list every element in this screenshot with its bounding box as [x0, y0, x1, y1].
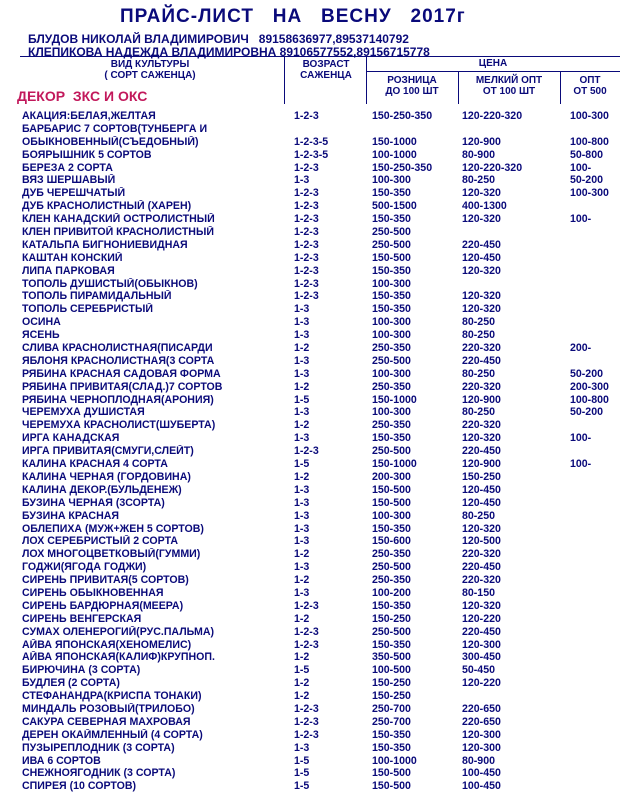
price-wholesale: 100-: [570, 213, 592, 226]
plant-age: 1-3: [294, 406, 310, 419]
plant-name: БАРБАРИС 7 СОРТОВ(ТУНБЕРГА И: [22, 122, 208, 135]
price-retail: 150-350: [372, 432, 411, 445]
price-small-wholesale: 120-320: [462, 432, 501, 445]
table-row: [22, 406, 622, 419]
price-retail: 100-300: [372, 277, 411, 290]
plant-age: 1-2: [294, 574, 310, 587]
price-small-wholesale: 120-900: [462, 135, 501, 148]
page-title: ПРАЙС-ЛИСТ НА ВЕСНУ 2017г: [120, 6, 466, 27]
price-small-wholesale: 120-450: [462, 251, 501, 264]
price-retail: 250-700: [372, 702, 411, 715]
table-row: [22, 265, 622, 278]
price-small-wholesale: 120-500: [462, 535, 501, 548]
plant-age: 1-2-3: [294, 625, 319, 638]
plant-age: 1-2: [294, 419, 310, 432]
table-row: [22, 677, 622, 690]
plant-age: 1-3: [294, 496, 310, 509]
table-row: [22, 432, 622, 445]
price-small-wholesale: 80-900: [462, 754, 495, 767]
price-small-wholesale: 220-320: [462, 380, 501, 393]
plant-name: ПУЗЫРЕПЛОДНИК (3 СОРТА): [22, 741, 175, 754]
table-row: [22, 548, 622, 561]
price-wholesale: 200-: [570, 342, 592, 355]
table-row: [22, 574, 622, 587]
contact-line-2: КЛЕПИКОВА НАДЕЖДА ВЛАДИМИРОВНА 89106577552,89156715778: [28, 45, 430, 59]
table-row: [22, 290, 622, 303]
price-small-wholesale: 120-220-320: [462, 161, 523, 174]
plant-age: 1-3: [294, 367, 310, 380]
price-small-wholesale: 120-220-320: [462, 110, 523, 122]
table-row: [22, 278, 622, 291]
price-wholesale: 50-800: [570, 148, 603, 161]
price-retail: 150-250: [372, 612, 411, 625]
plant-name: КАЛИНА ДЕКОР.(БУЛЬДЕНЕЖ): [22, 483, 182, 496]
plant-age: 1-2-3: [294, 110, 319, 122]
plant-age: 1-2-3: [294, 277, 319, 290]
plant-name: БУЗИНА ЧЕРНАЯ (3СОРТА): [22, 496, 165, 509]
price-retail: 250-500: [372, 625, 411, 638]
price-retail: 100-300: [372, 316, 411, 329]
plant-age: 1-2-3: [294, 715, 319, 728]
plant-name: СТЕФАНАНДРА(КРИСПА ТОНАКИ): [22, 690, 202, 703]
small-wholesale-header: МЕЛКИЙ ОПТ ОТ 100 ШТ: [475, 75, 543, 97]
price-small-wholesale: 120-320: [462, 187, 501, 200]
price-retail: 100-300: [372, 509, 411, 522]
table-row: [22, 136, 622, 149]
plant-name: МИНДАЛЬ РОЗОВЫЙ(ТРИЛОБО): [22, 702, 195, 715]
plant-name: БОЯРЫШНИК 5 СОРТОВ: [22, 148, 152, 161]
price-retail: 150-350: [372, 290, 411, 303]
plant-name: КЛЕН КАНАДСКИЙ ОСТРОЛИСТНЫЙ: [22, 213, 215, 226]
plant-age: 1-3: [294, 354, 310, 367]
price-small-wholesale: 220-450: [462, 625, 501, 638]
price-wholesale: 100-: [570, 432, 592, 445]
price-retail: 150-350: [372, 638, 411, 651]
plant-name: ДУБ ЧЕРЕШЧАТЫЙ: [22, 187, 126, 200]
price-retail: 150-500: [372, 780, 411, 793]
plant-age: 1-2: [294, 651, 310, 664]
plant-age: 1-2-3: [294, 264, 319, 277]
plant-age: 1-5: [294, 780, 310, 793]
plant-name: СЛИВА КРАСНОЛИСТНАЯ(ПИСАРДИ: [22, 342, 213, 355]
table-row: [22, 600, 622, 613]
plant-name: ДЕРЕН ОКАЙМЛЕННЫЙ (4 СОРТА): [22, 728, 203, 741]
price-retail: 100-300: [372, 406, 411, 419]
plant-name: ТОПОЛЬ СЕРЕБРИСТЫЙ: [22, 303, 154, 316]
table-row: [22, 651, 622, 664]
plant-name: РЯБИНА ЧЕРНОПЛОДНАЯ(АРОНИЯ): [22, 393, 214, 406]
plant-name: ОБЫКНОВЕННЫЙ(СЪЕДОБНЫЙ): [22, 135, 199, 148]
plant-name: ОБЛЕПИХА (МУЖ+ЖЕН 5 СОРТОВ): [22, 522, 204, 535]
plant-name: ДУБ КРАСНОЛИСТНЫЙ (ХАРЕН): [22, 200, 192, 213]
table-row: [22, 187, 622, 200]
price-retail: 150-350: [372, 264, 411, 277]
price-retail: 350-500: [372, 651, 411, 664]
plant-age: 1-2-3: [294, 213, 319, 226]
price-retail: 250-500: [372, 354, 411, 367]
plant-age: 1-2-3: [294, 238, 319, 251]
plant-name: ВЯЗ ШЕРШАВЫЙ: [22, 174, 116, 187]
table-row: [22, 510, 622, 523]
table-row: [22, 523, 622, 536]
price-retail: 150-350: [372, 213, 411, 226]
price-retail: 250-350: [372, 342, 411, 355]
plant-name: ЛОХ СЕРЕБРИСТЫЙ 2 СОРТА: [22, 535, 179, 548]
price-retail: 150-500: [372, 483, 411, 496]
price-small-wholesale: 220-320: [462, 548, 501, 561]
price-wholesale: 100-: [570, 161, 592, 174]
price-wholesale: 100-800: [570, 393, 609, 406]
price-small-wholesale: 120-320: [462, 264, 501, 277]
plant-age: 1-5: [294, 664, 310, 677]
price-small-wholesale: 120-220: [462, 612, 501, 625]
plant-age: 1-5: [294, 767, 310, 780]
plant-age: 1-2-3: [294, 702, 319, 715]
table-row: [22, 355, 622, 368]
price-rule: [366, 71, 620, 72]
price-wholesale: 100-800: [570, 135, 609, 148]
price-small-wholesale: 100-450: [462, 780, 501, 793]
plant-age: 1-2: [294, 612, 310, 625]
plant-name: АКАЦИЯ:БЕЛАЯ,ЖЕЛТАЯ: [22, 110, 156, 122]
plant-age: 1-5: [294, 754, 310, 767]
price-wholesale: 200-300: [570, 380, 609, 393]
plant-name: ЯБЛОНЯ КРАСНОЛИСТНАЯ(3 СОРТА: [22, 354, 215, 367]
plant-name: СИРЕНЬ БАРДЮРНАЯ(МЕЕРА): [22, 599, 184, 612]
table-row: [22, 174, 622, 187]
price-retail: 100-300: [372, 329, 411, 342]
plant-age: 1-3: [294, 483, 310, 496]
table-row: [22, 767, 622, 780]
price-small-wholesale: 50-450: [462, 664, 495, 677]
price-retail: 250-500: [372, 445, 411, 458]
price-retail: 100-1000: [372, 754, 417, 767]
plant-age: 1-3: [294, 303, 310, 316]
plant-name: КАШТАН КОНСКИЙ: [22, 251, 123, 264]
table-row: [22, 729, 622, 742]
plant-age: 1-3: [294, 174, 310, 187]
table-row: [22, 123, 622, 136]
plant-age: 1-3: [294, 561, 310, 574]
table-row: [22, 342, 622, 355]
price-retail: 150-250-350: [372, 110, 433, 122]
table-row: [22, 780, 622, 793]
price-small-wholesale: 80-250: [462, 406, 495, 419]
plant-name: АЙВА ЯПОНСКАЯ(КАЛИФ)КРУПНОП.: [22, 651, 215, 664]
plant-age: 1-2-3: [294, 251, 319, 264]
price-small-wholesale: 220-450: [462, 238, 501, 251]
price-retail: 150-500: [372, 251, 411, 264]
table-row: [22, 252, 622, 265]
price-retail: 200-300: [372, 470, 411, 483]
price-small-wholesale: 120-450: [462, 483, 501, 496]
price-small-wholesale: 300-450: [462, 651, 501, 664]
table-row: [22, 716, 622, 729]
price-small-wholesale: 80-150: [462, 586, 495, 599]
price-small-wholesale: 80-250: [462, 316, 495, 329]
price-retail: 250-500: [372, 226, 411, 239]
plant-age: 1-2-3: [294, 638, 319, 651]
plant-name: БУДЛЕЯ (2 СОРТА): [22, 677, 120, 690]
price-retail: 150-350: [372, 728, 411, 741]
price-small-wholesale: 80-900: [462, 148, 495, 161]
table-row: [22, 471, 622, 484]
plant-name: ЛИПА ПАРКОВАЯ: [22, 264, 115, 277]
culture-header: ВИД КУЛЬТУРЫ ( СОРТ САЖЕНЦА): [104, 59, 196, 81]
price-retail: 150-250-350: [372, 161, 433, 174]
price-small-wholesale: 220-450: [462, 445, 501, 458]
plant-age: 1-2-3: [294, 200, 319, 213]
plant-age: 1-5: [294, 458, 310, 471]
price-retail: 150-1000: [372, 393, 417, 406]
plant-age: 1-2: [294, 677, 310, 690]
plant-name: СИРЕНЬ ВЕНГЕРСКАЯ: [22, 612, 142, 625]
table-row: [22, 162, 622, 175]
table-row: [22, 755, 622, 768]
plant-age: 1-2: [294, 470, 310, 483]
plant-age: 1-2: [294, 548, 310, 561]
price-small-wholesale: 80-250: [462, 174, 495, 187]
price-retail: 250-350: [372, 574, 411, 587]
table-row: [22, 458, 622, 471]
plant-name: ГОДЖИ(ЯГОДА ГОДЖИ): [22, 561, 147, 574]
price-retail: 150-350: [372, 522, 411, 535]
table-row: [22, 613, 622, 626]
plant-name: САКУРА СЕВЕРНАЯ МАХРОВАЯ: [22, 715, 191, 728]
plant-name: ТОПОЛЬ ПИРАМИДАЛЬНЫЙ: [22, 290, 172, 303]
plant-name: КАЛИНА КРАСНАЯ 4 СОРТА: [22, 458, 168, 471]
table-row: [22, 200, 622, 213]
table-row: [22, 419, 622, 432]
table-row: [22, 149, 622, 162]
plant-name: ИРГА ПРИВИТАЯ(СМУГИ,СЛЕЙТ): [22, 445, 194, 458]
price-retail: 250-350: [372, 419, 411, 432]
price-retail: 150-250: [372, 690, 411, 703]
price-retail: 150-1000: [372, 458, 417, 471]
plant-name: РЯБИНА КРАСНАЯ САДОВАЯ ФОРМА: [22, 367, 221, 380]
table-row: [22, 703, 622, 716]
plant-name: ЧЕРЕМУХА КРАСНОЛИСТ(ШУБЕРТА): [22, 419, 216, 432]
table-row: [22, 368, 622, 381]
plant-age: 1-2-3: [294, 445, 319, 458]
price-retail: 250-500: [372, 238, 411, 251]
price-retail: 150-350: [372, 187, 411, 200]
price-small-wholesale: 150-250: [462, 470, 501, 483]
header-divider: [284, 56, 285, 104]
price-small-wholesale: 120-300: [462, 741, 501, 754]
price-retail: 500-1500: [372, 200, 417, 213]
decor-label: ДЕКОР ЗКС И ОКС: [17, 88, 148, 104]
price-retail: 150-350: [372, 599, 411, 612]
price-small-wholesale: 120-300: [462, 638, 501, 651]
plant-name: СИРЕНЬ ОБЫКНОВЕННАЯ: [22, 586, 164, 599]
table-row: [22, 239, 622, 252]
price-retail: 150-600: [372, 535, 411, 548]
price-small-wholesale: 220-320: [462, 574, 501, 587]
plant-name: ЛОХ МНОГОЦВЕТКОВЫЙ(ГУММИ): [22, 548, 201, 561]
plant-name: РЯБИНА ПРИВИТАЯ(СЛАД.)7 СОРТОВ: [22, 380, 223, 393]
price-small-wholesale: 220-650: [462, 702, 501, 715]
plant-age: 1-3: [294, 586, 310, 599]
plant-age: 1-2-3: [294, 290, 319, 303]
table-row: [22, 316, 622, 329]
table-row: [22, 742, 622, 755]
price-retail: 100-500: [372, 664, 411, 677]
plant-name: КАТАЛЬПА БИГНОНИЕВИДНАЯ: [22, 238, 188, 251]
wholesale-header: ОПТ ОТ 500: [573, 75, 607, 97]
plant-age: 1-5: [294, 393, 310, 406]
header-top-rule: [20, 56, 620, 57]
table-row: [22, 394, 622, 407]
price-retail: 250-500: [372, 561, 411, 574]
plant-age: 1-3: [294, 509, 310, 522]
plant-age: 1-3: [294, 432, 310, 445]
price-header: ЦЕНА: [478, 58, 508, 69]
plant-name: СУМАХ ОЛЕНЕРОГИЙ(РУС.ПАЛЬМА): [22, 625, 214, 638]
table-row: [22, 639, 622, 652]
plant-age: 1-3: [294, 535, 310, 548]
price-small-wholesale: 220-320: [462, 342, 501, 355]
price-retail: 150-350: [372, 303, 411, 316]
plant-age: 1-3: [294, 316, 310, 329]
plant-age: 1-2-3: [294, 226, 319, 239]
plant-name: АЙВА ЯПОНСКАЯ(ХЕНОМЕЛИС): [22, 638, 192, 651]
table-row: [22, 445, 622, 458]
price-small-wholesale: 120-320: [462, 290, 501, 303]
plant-age: 1-3: [294, 522, 310, 535]
price-retail: 250-700: [372, 715, 411, 728]
table-row: [22, 484, 622, 497]
price-wholesale: 100-300: [570, 187, 609, 200]
price-retail: 100-1000: [372, 148, 417, 161]
plant-name: ЯСЕНЬ: [22, 329, 60, 342]
contact-line-1: БЛУДОВ НИКОЛАЙ ВЛАДИМИРОВИЧ 89158636977,89537140792: [28, 32, 409, 46]
plant-age: 1-2: [294, 690, 310, 703]
price-table: [22, 110, 622, 793]
plant-name: СНЕЖНОЯГОДНИК (3 СОРТА): [22, 767, 176, 780]
plant-name: КЛЕН ПРИВИТОЙ КРАСНОЛИСТНЫЙ: [22, 226, 214, 239]
price-small-wholesale: 400-1300: [462, 200, 507, 213]
table-row: [22, 535, 622, 548]
price-small-wholesale: 120-320: [462, 599, 501, 612]
price-retail: 150-500: [372, 767, 411, 780]
price-small-wholesale: 220-450: [462, 561, 501, 574]
table-row: [22, 664, 622, 677]
price-small-wholesale: 120-450: [462, 496, 501, 509]
plant-age: 1-2-3: [294, 599, 319, 612]
retail-header: РОЗНИЦА ДО 100 ШТ: [385, 75, 439, 97]
plant-name: БЕРЕЗА 2 СОРТА: [22, 161, 113, 174]
table-row: [22, 561, 622, 574]
price-small-wholesale: 220-450: [462, 354, 501, 367]
price-retail: 100-300: [372, 174, 411, 187]
price-small-wholesale: 120-900: [462, 458, 501, 471]
price-wholesale: 50-200: [570, 174, 603, 187]
price-small-wholesale: 100-450: [462, 767, 501, 780]
table-row: [22, 213, 622, 226]
plant-age: 1-2-3: [294, 187, 319, 200]
plant-name: БУЗИНА КРАСНАЯ: [22, 509, 119, 522]
price-retail: 150-1000: [372, 135, 417, 148]
price-wholesale: 100-: [570, 458, 592, 471]
price-small-wholesale: 80-250: [462, 509, 495, 522]
price-retail: 250-350: [372, 548, 411, 561]
price-small-wholesale: 120-220: [462, 677, 501, 690]
plant-name: СПИРЕЯ (10 СОРТОВ): [22, 780, 137, 793]
plant-name: ИВА 6 СОРТОВ: [22, 754, 101, 767]
table-row: [22, 329, 622, 342]
price-retail: 100-300: [372, 367, 411, 380]
plant-name: БИРЮЧИНА (3 СОРТА): [22, 664, 141, 677]
price-wholesale: 50-200: [570, 367, 603, 380]
plant-name: СИРЕНЬ ПРИВИТАЯ(5 СОРТОВ): [22, 574, 189, 587]
table-row: [22, 690, 622, 703]
plant-name: ИРГА КАНАДСКАЯ: [22, 432, 120, 445]
table-row: [22, 626, 622, 639]
plant-age: 1-2-3: [294, 728, 319, 741]
age-header: ВОЗРАСТ САЖЕНЦА: [300, 59, 352, 81]
price-small-wholesale: 80-250: [462, 367, 495, 380]
plant-age: 1-2: [294, 380, 310, 393]
price-retail: 250-350: [372, 380, 411, 393]
price-small-wholesale: 120-300: [462, 728, 501, 741]
price-retail: 150-350: [372, 741, 411, 754]
table-row: [22, 110, 622, 123]
plant-name: ЧЕРЕМУХА ДУШИСТАЯ: [22, 406, 145, 419]
plant-name: ОСИНА: [22, 316, 61, 329]
price-small-wholesale: 120-320: [462, 303, 501, 316]
table-row: [22, 303, 622, 316]
plant-age: 1-2-3: [294, 161, 319, 174]
plant-age: 1-2: [294, 342, 310, 355]
price-wholesale: 50-200: [570, 406, 603, 419]
plant-age: 1-2-3-5: [294, 135, 329, 148]
price-small-wholesale: 220-320: [462, 419, 501, 432]
price-small-wholesale: 120-320: [462, 213, 501, 226]
plant-age: 1-2-3-5: [294, 148, 329, 161]
price-small-wholesale: 120-320: [462, 522, 501, 535]
table-row: [22, 226, 622, 239]
table-row: [22, 497, 622, 510]
price-retail: 150-500: [372, 496, 411, 509]
plant-name: ТОПОЛЬ ДУШИСТЫЙ(ОБЫКНОВ): [22, 277, 198, 290]
price-retail: 150-250: [372, 677, 411, 690]
plant-age: 1-3: [294, 741, 310, 754]
table-row: [22, 381, 622, 394]
price-wholesale: 100-300: [570, 110, 609, 122]
price-small-wholesale: 220-650: [462, 715, 501, 728]
plant-age: 1-3: [294, 329, 310, 342]
price-small-wholesale: 80-250: [462, 329, 495, 342]
price-retail: 100-200: [372, 586, 411, 599]
table-row: [22, 587, 622, 600]
price-small-wholesale: 120-900: [462, 393, 501, 406]
plant-name: КАЛИНА ЧЕРНАЯ (ГОРДОВИНА): [22, 470, 191, 483]
